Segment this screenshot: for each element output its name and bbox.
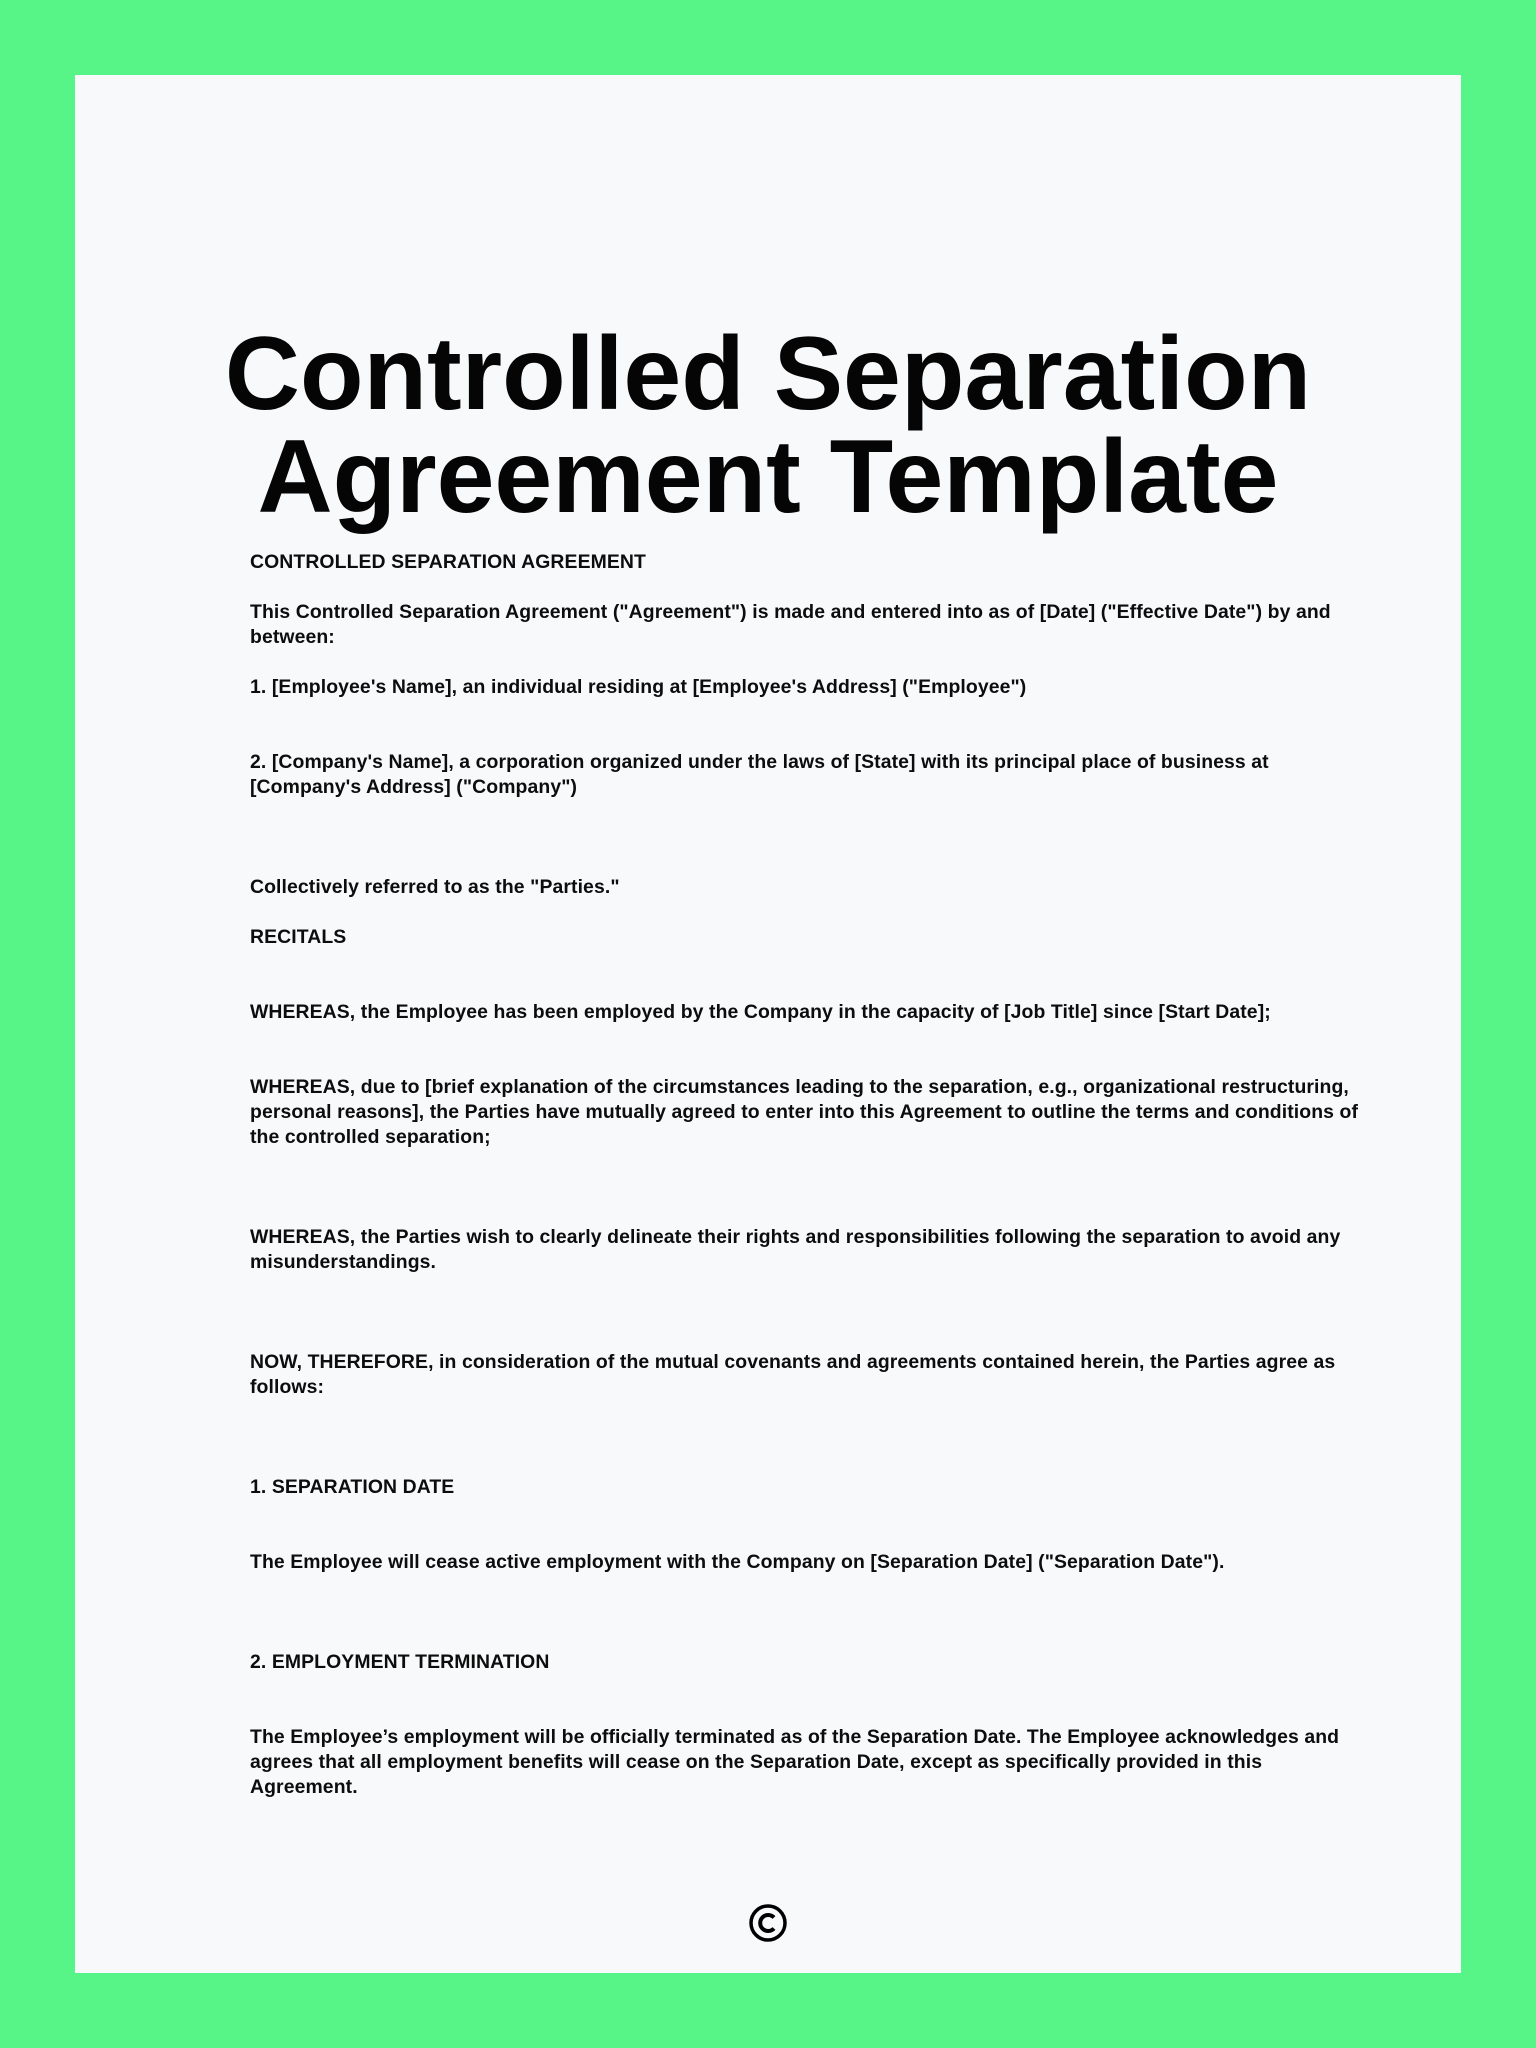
section-2-heading: 2. EMPLOYMENT TERMINATION xyxy=(250,1651,550,1673)
copyright-symbol xyxy=(748,1903,788,1943)
section-1-heading: 1. SEPARATION DATE xyxy=(250,1476,455,1498)
parties-note: Collectively referred to as the "Parties." xyxy=(250,876,620,898)
recitals-heading: RECITALS xyxy=(250,926,347,948)
document-page xyxy=(75,75,1461,1973)
party-company: 2. [Company's Name], a corporation organized under the laws of [State] with its principal place of business at [Company's Address] ("Company") xyxy=(250,751,1269,798)
party-employee: 1. [Employee's Name], an individual residing at [Employee's Address] ("Employee") xyxy=(250,676,1027,698)
copyright-icon xyxy=(75,1898,1461,1948)
document-title xyxy=(75,316,1461,535)
agreement-heading: CONTROLLED SEPARATION AGREEMENT xyxy=(250,551,646,573)
whereas-2: WHEREAS, due to [brief explanation of the circumstances leading to the separation, e.g., organizational restructuring, personal reasons], the Parties have mutually agreed to enter into this Agreement to outline the terms and conditions of the controlled separation; xyxy=(250,1076,1359,1148)
whereas-3: WHEREAS, the Parties wish to clearly delineate their rights and responsibilities following the separation to avoid any misunderstandings. xyxy=(250,1226,1341,1273)
now-therefore: NOW, THEREFORE, in consideration of the mutual covenants and agreements contained herein, the Parties agree as follows: xyxy=(250,1351,1336,1398)
section-2-body: The Employee’s employment will be officially terminated as of the Separation Date. The Employee acknowledges and agrees that all employment benefits will cease on the Separation Date, except as specifically provided in this Agreement. xyxy=(250,1726,1340,1798)
section-1-body: The Employee will cease active employment with the Company on [Separation Date] ("Separation Date"). xyxy=(250,1551,1225,1573)
title-line-1: Controlled Separation xyxy=(224,316,1312,432)
intro-paragraph: This Controlled Separation Agreement ("Agreement") is made and entered into as of [Date] ("Effective Date") by and between: xyxy=(250,601,1331,648)
title-line-2: Agreement Template xyxy=(257,419,1279,535)
whereas-1: WHEREAS, the Employee has been employed by the Company in the capacity of [Job Title] since [Start Date]; xyxy=(250,1001,1271,1023)
